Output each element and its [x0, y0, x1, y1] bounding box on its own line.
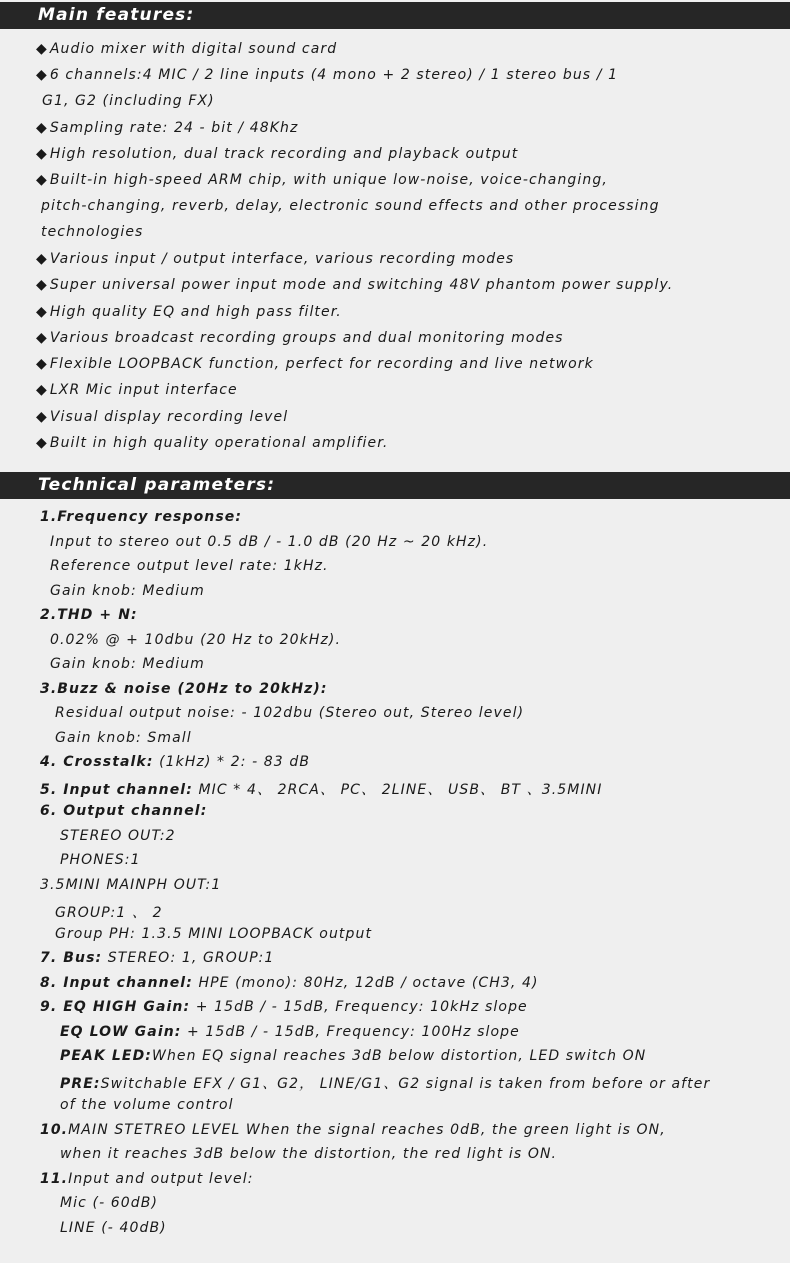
- feature-line: ◆ Flexible LOOPBACK function, perfect for recording and live network: [36, 356, 594, 372]
- param-line: Input to stereo out 0.5 dB / - 1.0 dB (20 Hz ~ 20 kHz).: [50, 534, 489, 550]
- diamond-bullet-icon: ◆: [36, 41, 48, 57]
- param-line: Residual output noise: - 102dbu (Stereo out, Stereo level): [55, 705, 525, 721]
- diamond-bullet-icon: ◆: [36, 356, 48, 372]
- feature-line: ◆ Various input / output interface, various recording modes: [36, 251, 515, 267]
- feature-line: ◆ Various broadcast recording groups and dual monitoring modes: [36, 330, 564, 346]
- param-line: 3.5MINI MAINPH OUT:1: [40, 877, 222, 893]
- param-line: 0.02% @ + 10dbu (20 Hz to 20kHz).: [50, 632, 342, 648]
- param-line: GROUP:1 、 2: [55, 905, 163, 921]
- param-line: 4. Crosstalk: (1kHz) * 2: - 83 dB: [40, 754, 311, 770]
- param-line: 11.Input and output level:: [40, 1171, 254, 1187]
- param-line: PRE:Switchable EFX / G1、G2， LINE/G1、G2 signal is taken from before or after: [60, 1076, 711, 1092]
- feature-line: ◆ Built in high quality operational amplifier.: [36, 435, 389, 451]
- feature-line-continuation: technologies: [41, 224, 144, 240]
- param-line: STEREO OUT:2: [60, 828, 176, 844]
- diamond-bullet-icon: ◆: [36, 146, 48, 162]
- param-line: Gain knob: Medium: [50, 656, 205, 672]
- diamond-bullet-icon: ◆: [36, 435, 48, 451]
- diamond-bullet-icon: ◆: [36, 172, 48, 188]
- technical-parameters-title: Technical parameters:: [38, 475, 276, 495]
- param-line: LINE (- 40dB): [60, 1220, 167, 1236]
- param-line: 7. Bus: STEREO: 1, GROUP:1: [40, 950, 275, 966]
- param-line: PEAK LED:When EQ signal reaches 3dB below distortion, LED switch ON: [60, 1048, 647, 1064]
- feature-line: ◆ Super universal power input mode and switching 48V phantom power supply.: [36, 277, 674, 293]
- main-features-header: [0, 2, 790, 29]
- main-features-title: Main features:: [38, 5, 195, 25]
- diamond-bullet-icon: ◆: [36, 409, 48, 425]
- param-line: Group PH: 1.3.5 MINI LOOPBACK output: [55, 926, 373, 942]
- feature-line: ◆ Sampling rate: 24 - bit / 48Khz: [36, 120, 299, 136]
- feature-line: ◆ 6 channels:4 MIC / 2 line inputs (4 mono + 2 stereo) / 1 stereo bus / 1: [36, 67, 619, 83]
- param-line: 2.THD + N:: [40, 607, 138, 623]
- diamond-bullet-icon: ◆: [36, 382, 48, 398]
- param-line: 9. EQ HIGH Gain: + 15dB / - 15dB, Frequency: 10kHz slope: [40, 999, 528, 1015]
- feature-line: ◆ Visual display recording level: [36, 409, 289, 425]
- feature-line-continuation: pitch-changing, reverb, delay, electronic sound effects and other processing: [41, 198, 660, 214]
- diamond-bullet-icon: ◆: [36, 251, 48, 267]
- param-line: of the volume control: [60, 1097, 234, 1113]
- param-line: Gain knob: Small: [55, 730, 192, 746]
- feature-line: ◆ High resolution, dual track recording and playback output: [36, 146, 519, 162]
- technical-parameters-header: [0, 472, 790, 499]
- diamond-bullet-icon: ◆: [36, 277, 48, 293]
- feature-line: ◆ High quality EQ and high pass filter.: [36, 304, 342, 320]
- param-line: 8. Input channel: HPE (mono): 80Hz, 12dB / octave (CH3, 4): [40, 975, 539, 991]
- param-line: 10.MAIN STETREO LEVEL When the signal reaches 0dB, the green light is ON,: [40, 1122, 666, 1138]
- param-line: Gain knob: Medium: [50, 583, 205, 599]
- feature-line: ◆ Built-in high-speed ARM chip, with unique low-noise, voice-changing,: [36, 172, 608, 188]
- diamond-bullet-icon: ◆: [36, 120, 48, 136]
- param-line: Mic (- 60dB): [60, 1195, 159, 1211]
- param-line: Reference output level rate: 1kHz.: [50, 558, 329, 574]
- param-line: 5. Input channel: MIC * 4、 2RCA、 PC、 2LINE、 USB、 BT 、3.5MINI: [40, 782, 603, 798]
- diamond-bullet-icon: ◆: [36, 330, 48, 346]
- param-line: 6. Output channel:: [40, 803, 208, 819]
- diamond-bullet-icon: ◆: [36, 67, 48, 83]
- param-line: PHONES:1: [60, 852, 141, 868]
- feature-line: ◆ LXR Mic input interface: [36, 382, 238, 398]
- feature-line-continuation: G1, G2 (including FX): [42, 93, 215, 109]
- diamond-bullet-icon: ◆: [36, 304, 48, 320]
- param-line: when it reaches 3dB below the distortion, the red light is ON.: [60, 1146, 558, 1162]
- param-line: 3.Buzz & noise (20Hz to 20kHz):: [40, 681, 328, 697]
- feature-line: ◆ Audio mixer with digital sound card: [36, 41, 338, 57]
- param-line: 1.Frequency response:: [40, 509, 243, 525]
- param-line: EQ LOW Gain: + 15dB / - 15dB, Frequency: 100Hz slope: [60, 1024, 520, 1040]
